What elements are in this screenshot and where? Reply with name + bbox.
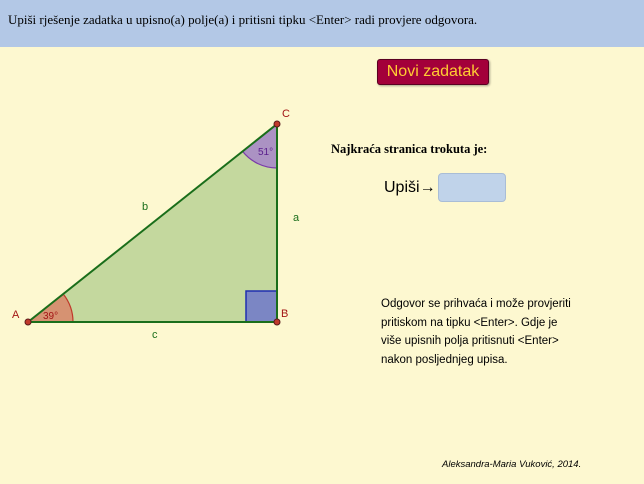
- side-a-label: a: [293, 212, 300, 224]
- instruction-text: Upiši rješenje zadatka u upisno(a) polje(a) i pritisni tipku <Enter> radi provjere odgovora.: [8, 12, 478, 27]
- vertex-c-point[interactable]: [274, 121, 280, 127]
- vertex-c-label: C: [282, 108, 290, 120]
- angle-a-label: 39°: [43, 311, 59, 322]
- note-line: više upisnih polja pritisnuti <Enter>: [381, 335, 559, 347]
- answer-note: [381, 295, 606, 369]
- vertex-b-label: B: [281, 308, 289, 320]
- side-c-label: c: [152, 329, 158, 341]
- note-line: Odgovor se prihvaća i može provjeriti: [381, 298, 571, 310]
- angle-c-label: 51°: [258, 147, 274, 158]
- author-credit: Aleksandra-Maria Vuković, 2014.: [442, 459, 582, 470]
- note-line: nakon posljednjeg upisa.: [381, 353, 508, 366]
- vertex-a-point[interactable]: [25, 319, 31, 325]
- vertex-a-label: A: [12, 309, 20, 321]
- note-line: pritiskom na tipku <Enter>. Gdje je: [381, 316, 558, 329]
- answer-input-label: Upiši→: [384, 179, 436, 196]
- new-task-button[interactable]: Novi zadatak: [377, 59, 489, 85]
- side-b-label: b: [142, 201, 149, 213]
- answer-input[interactable]: [438, 173, 506, 202]
- right-angle-marker: [246, 291, 277, 322]
- vertex-b-point[interactable]: [274, 319, 280, 325]
- question-text: Najkraća stranica trokuta je:: [331, 142, 488, 156]
